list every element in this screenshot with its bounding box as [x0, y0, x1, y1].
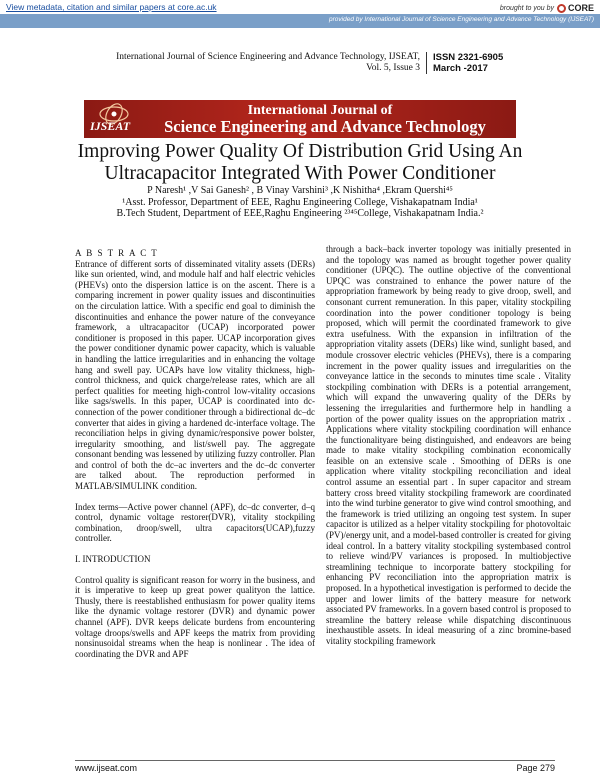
banner-line2: Science Engineering and Advance Technology: [164, 117, 486, 136]
brought-by: [500, 3, 594, 13]
footer-site: www.ijseat.com: [75, 763, 138, 773]
journal-date: March -2017: [433, 63, 488, 74]
section-heading-introduction: I. INTRODUCTION: [75, 554, 151, 565]
core-label: CORE: [567, 3, 594, 13]
banner-line1: International Journal of: [247, 103, 393, 118]
paper-authors: P Naresh¹ ,V Sai Ganesh² , B Vinay Varshini³ ,K Nishitha⁴ ,Ekram Quershi⁴⁵: [147, 185, 453, 196]
brought-by-label: brought to you by: [499, 4, 554, 12]
page-footer: [75, 760, 555, 773]
provided-by: provided by International Journal of Science Engineering and Advance Technology (IJSEAT): [329, 16, 594, 23]
footer-page: Page 279: [516, 763, 555, 773]
journal-info-left: [84, 52, 427, 74]
right-column: [326, 244, 571, 647]
introduction-text: Control quality is significant reason for worry in the business, and it is imperative to keep up great power qualityon the lattice. Thusly, there is reestablished enthusiasm for power quality items like the dynamic voltage restorer (DVR) and dynamic power channel (APF). DVR keeps delicate burdens from encountering voltage droops/swells and APF keeps the matrix from providing nonsinusoidal streams when the heap is nonlinear . The idea of coordinating the DVR and APF: [75, 574, 315, 659]
core-topbar: [0, 0, 600, 28]
ijseat-logo-text: IJSEAT: [90, 119, 131, 133]
paper-title: Improving Power Quality Of Distribution Grid Using An Ultracapacitor Integrated With Power Conditioner: [77, 141, 523, 184]
paper-authors-block: [40, 185, 560, 220]
left-column: [75, 248, 315, 659]
core-icon: [557, 4, 566, 13]
journal-volume: Vol. 5, Issue 3: [366, 63, 420, 73]
abstract-text: Entrance of different sorts of disseminated vitality assets (DERs) like sun oriented, wind, and module half and half electric vehicles (PHEVs) onto the dispersion lattice is on the ascent. There is a comparing increment in power quality issues and discontinuities on the circulation lattice. With a specific end goal to diminish the discontinuities and enhance the power nature of the conveyance framework, a ultracapacitor (UCAP) incorporated power conditioner is proposed in this paper. UCAP incorporation gives the power conditioner dynamic power capacity, which is valuable in handling the lattice irregularities and in enhancing the voltage hang and swell pay. UCAPs have low vitality thickness, high-control thickness, and quick charge/release rates, which are all perfect qualities for meeting high-control low-vitality occasions like sags/swells. In this paper, UCAP is coordinated into dc-connection of the power conditioner through a bidirectional dc–dc converter that aides in giving a hardened dc-interface voltage. The reconciliation helps in giving dynamic/responsive power bolster, irregularity smoothing, and list/swell pay. The aggregate consonant bending was lessened by utilizing fuzzy controller. Plan and control of both the dc–ac inverters and the dc–dc converter are talked about. The reproduction performed in MATLAB/SIMULINK condition.: [75, 258, 315, 492]
core-metadata-link[interactable]: View metadata, citation and similar papers at core.ac.uk: [6, 2, 217, 12]
paper-affiliation-2: B.Tech Student, Department of EEE,Raghu Engineering ²³⁴⁵College, Vishakapatnam India.²: [116, 208, 484, 219]
core-logo[interactable]: [557, 3, 594, 13]
journal-banner: [84, 100, 516, 138]
right-column-text: through a back–back inverter topology was initially presented in and the topology was named as brought together power quality conditioner (UPQC). The outline objective of the conventional UPQC was constrained to enhance the power nature of the appropriation framework by being ready to give droop, swell, and consonant current remuneration. In this paper, vitality stockpiling coordination into the power conditioner topology is being proposed, which will permit the coordinated framework to give extra usefulness. With the expansion in infiltration of the appropriation vitality assets (DERs) like wind, sunlight based, and module crossover electric vehicles (PHEVs), there is a comparing increment in the power quality issues and irregularities on the conveyance lattice in the seconds to minutes time scale . Vitality stockpiling combination with DERs is a potential arrangement, which will expand the unwavering quality of the DERs by lessening the irregularities and furthermore help in handling a portion of the power quality issues on the appropriation matrix . Applications where vitality stockpiling coordination will enhance the functionalityare being distinguished, and endeavors are being made to make vitality stockpiling combination economically feasible on an extensive scale . Smoothing of DERs is one application where vitality stockpiling reconciliation and ideal control assume an essential part . In super capacitor and stream battery cross breed vitality stockpiling framework are coordinated into the wind turbine generator to give wind control smoothing, and the framework is tried utilizing an ongoing test system. In super capacitor is utilized as a helper vitality stockpiling for photovoltaic (PV)/energy unit, and a model-based controller is created for giving ideal control. In a battery vitality stockpiling systembased control to relieve wind/PV variances is proposed. In multiobjective streamlining technique to incorporate battery stockpiling for enhancing PV reconciliation into the appropriation matrix is proposed. In a hypothetical investigation is performed to decide the upper and lower limits of the battery measure for network associated PV frameworks. In a govern based control is proposed to streamline the battery release while dispatching discontinuous inexhaustible assets. In ideal measuring of a zinc bromine-based vitality stockpiling framework: [326, 244, 571, 646]
journal-info-right: [427, 52, 503, 74]
paper-affiliation-1: ¹Asst. Professor, Department of EEE, Raghu Engineering College, Vishakapatnam India¹: [122, 196, 478, 208]
journal-issn: ISSN 2321-6905: [433, 52, 504, 63]
journal-name: International Journal of Science Engineering and Advance Technology, IJSEAT,: [116, 52, 420, 62]
index-terms: Index terms—Active power channel (APF), dc–dc converter, d–q control, dynamic voltage restorer(DVR), vitality stockpiling combination, droop/swell, ultra capacitors(UCAP),fuzzy controller.: [75, 501, 315, 544]
journal-header: [84, 52, 514, 74]
abstract-heading: A B S T R A C T: [75, 248, 159, 258]
